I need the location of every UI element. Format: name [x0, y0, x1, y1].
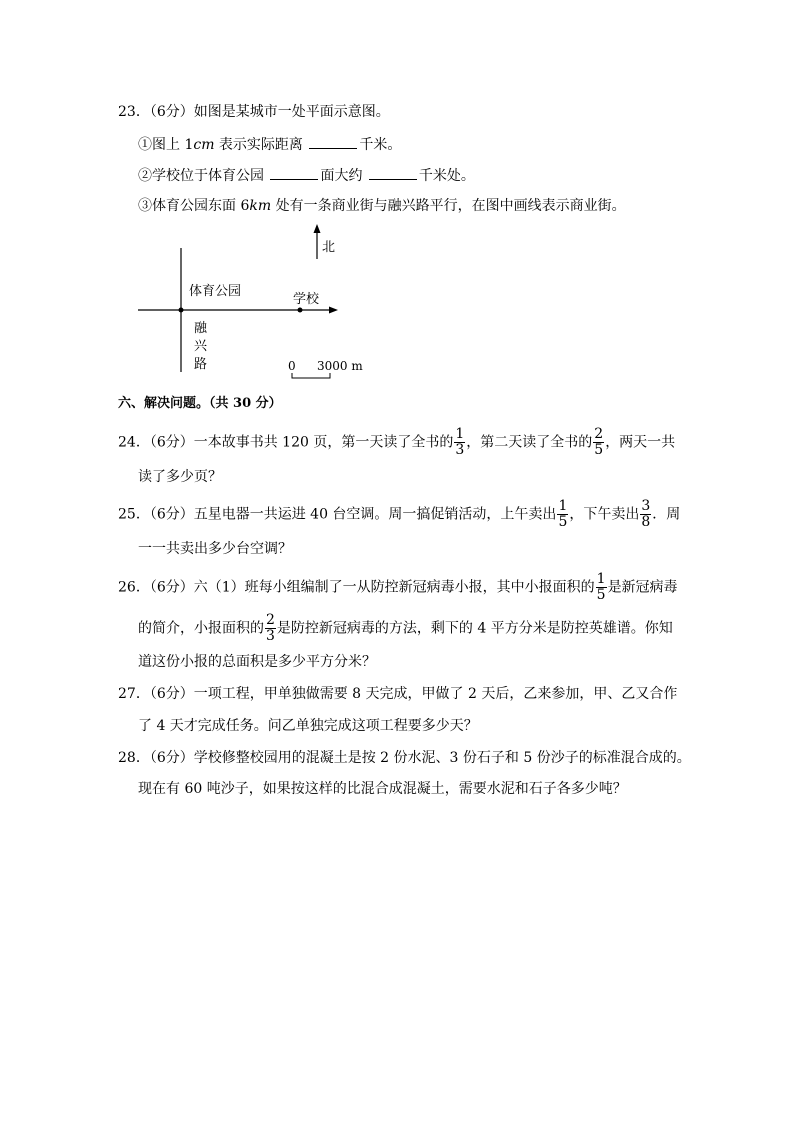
q23-part1-c: 千米。	[359, 137, 402, 153]
road-label-2: 兴	[194, 339, 208, 354]
road-label-1: 融	[194, 321, 208, 336]
q25-line2: 一一共卖出多少台空调？	[138, 541, 292, 557]
q23-part3-a: ③体育公园东面 6	[138, 198, 250, 214]
q23-map	[130, 222, 390, 382]
q25-fraction-1	[557, 499, 568, 530]
q25-text-c: ．周	[652, 506, 681, 523]
q26-f1-den: 5	[596, 587, 606, 603]
q24-line1	[118, 427, 675, 458]
q26-line2	[138, 613, 673, 644]
q23-part2-c: 千米处。	[418, 168, 475, 184]
q23-part1	[138, 134, 401, 155]
north-arrow	[314, 224, 321, 259]
q24-text-a: 24．（6分）一本故事书共 120 页，第一天读了全书的	[118, 434, 454, 451]
east-west-road	[138, 307, 338, 314]
q26-f2-num: 2	[266, 612, 275, 628]
q23-part1-a: ①图上 1	[138, 137, 194, 153]
q24-fraction-1	[454, 427, 465, 458]
q27-line2: 了 4 天才完成任务。问乙单独完成这项工程要多少天？	[138, 718, 478, 734]
q26-fraction-2	[265, 613, 276, 644]
school-label: 学校	[293, 292, 320, 307]
q26-text-b: 是新冠病毒	[607, 579, 678, 596]
q28-line1: 28．（6分）学校修整校园用的混凝土是按 2 份水泥、3 份石子和 5 份沙子的标准混合成的。	[118, 750, 691, 766]
q26-text-l2a: 的简介，小报面积的	[138, 620, 264, 637]
q24-line2: 读了多少页？	[138, 469, 222, 485]
q26-line1	[118, 572, 678, 603]
q23-part2-b: 面大约	[320, 168, 367, 184]
q24-f1-num: 1	[455, 426, 465, 442]
q23-part3-b: 处有一条商业街与融兴路平行，在图中画线表示商业街。	[271, 198, 626, 214]
q23-part2	[138, 165, 475, 186]
q28-line2: 现在有 60 吨沙子，如果按这样的比混合成混凝土，需要水泥和石子各多少吨？	[138, 781, 627, 797]
q26-f1-num: 1	[596, 571, 606, 587]
q24-text-c: ，两天一共	[605, 434, 676, 451]
q25-text-a: 25．（6分）五星电器一共运进 40 台空调。周一搞促销活动，上午卖出	[118, 506, 557, 523]
section-heading: 六、解决问题。（共 30 分）	[118, 396, 282, 411]
q25-fraction-2	[640, 499, 651, 530]
road-label-3: 路	[194, 357, 208, 372]
q23-blank-2[interactable]	[270, 165, 318, 180]
school-point	[298, 308, 303, 313]
q26-f2-den: 3	[266, 628, 275, 644]
q23-part1-unit: cm	[193, 137, 215, 153]
park-point	[179, 308, 184, 313]
q23-part1-b: 表示实际距离	[214, 137, 308, 153]
q27-line1: 27．（6分）一项工程，甲单独做需要 8 天完成，甲做了 2 天后，乙来参加，甲、乙又合作	[118, 686, 678, 702]
q24-f2-den: 5	[594, 442, 604, 458]
q24-text-b: ，第二天读了全书的	[466, 434, 593, 451]
q23-part3	[138, 196, 626, 216]
scale-zero-label: 0	[288, 359, 296, 373]
q26-text-l2b: 是防控新冠病毒的方法，剩下的 4 平方分米是防控英雄谱。你知	[276, 620, 673, 637]
scale-bar	[292, 373, 330, 378]
q26-text-a: 26．（6分）六（1）班每小组编制了一从防控新冠病毒小报，其中小报面积的	[118, 579, 595, 596]
q25-f2-den: 8	[641, 514, 651, 530]
park-label: 体育公园	[189, 284, 242, 299]
q23-blank-1[interactable]	[309, 134, 357, 149]
north-label: 北	[322, 240, 336, 255]
q25-line1	[118, 499, 680, 530]
q24-f2-num: 2	[594, 426, 604, 442]
q26-fraction-1	[596, 572, 607, 603]
q23-part3-unit: km	[249, 198, 272, 214]
scale-value-label: 3000 m	[317, 359, 363, 373]
q24-fraction-2	[593, 427, 604, 458]
q25-f1-den: 5	[558, 514, 568, 530]
q26-line3: 道这份小报的总面积是多少平方分米？	[138, 654, 376, 670]
q23-part2-a: ②学校位于体育公园	[138, 168, 269, 184]
q25-f1-num: 1	[558, 498, 568, 514]
q23-title: 23．（6分）如图是某城市一处平面示意图。	[118, 104, 390, 120]
q23-blank-3[interactable]	[369, 165, 417, 180]
q24-f1-den: 3	[455, 442, 465, 458]
q25-text-b: ，下午卖出	[569, 506, 640, 523]
q25-f2-num: 3	[641, 498, 651, 514]
